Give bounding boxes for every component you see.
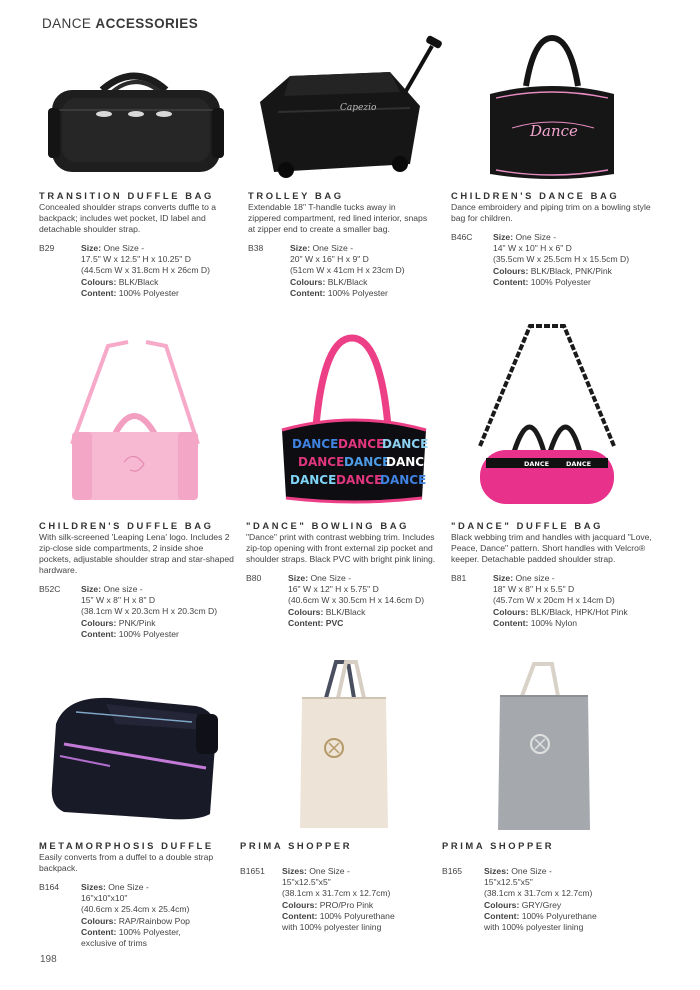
metamorphosis-duffle-image xyxy=(46,690,222,826)
colours-label: Colours: xyxy=(493,265,529,276)
product-description: Concealed shoulder straps converts duffle to a backpack; includes wet pocket, ID label and detachable shoulder strap. xyxy=(39,202,217,234)
content-value: 100% Nylon xyxy=(530,617,578,628)
content-extra: with 100% polyester lining xyxy=(484,922,584,933)
product-name: METAMORPHOSIS DUFFLE xyxy=(39,840,214,851)
dims-cm: (38.1cm W x 20.3cm H x 20.3cm D) xyxy=(81,606,218,617)
product-description: Dance embroidery and piping trim on a bowling style bag for children. xyxy=(451,202,651,223)
product-description: Extendable 18" T-handle tucks away in zippered compartment, red lined interior, snaps at zipper end to create a smaller bag. xyxy=(248,202,428,234)
content-label: Content: xyxy=(282,910,318,921)
dims-inches: 17.5" W x 12.5" H x 10.25" D xyxy=(81,254,191,265)
size-value: One Size - xyxy=(309,866,350,876)
print-text: DANCE xyxy=(386,455,433,469)
size-value: One size - xyxy=(103,584,143,594)
dims-inches: 16" W x 12" H x 5.75" D xyxy=(288,584,379,595)
product-childrens-duffle xyxy=(39,520,234,640)
product-code: B164 xyxy=(39,882,60,892)
header-title: ACCESSORIES xyxy=(95,16,199,31)
transition-duffle-bag-image xyxy=(44,56,226,180)
dance-bowling-bag-image xyxy=(274,334,434,506)
product-code: B52C xyxy=(39,584,61,594)
colours-label: Colours: xyxy=(288,606,324,617)
size-value: One size - xyxy=(515,573,555,583)
colours-value: GRY/Grey xyxy=(521,899,562,910)
dims-cm: (40.6cm x 25.4cm x 25.4cm) xyxy=(81,904,190,915)
dims-inches: 15"x12.5"x5" xyxy=(484,877,533,888)
header-prefix: DANCE xyxy=(42,16,92,31)
size-label: Size: xyxy=(81,243,102,253)
content-value: 100% Polyester, xyxy=(118,926,181,937)
product-dance-bowling-bag xyxy=(246,520,446,629)
print-text: DANCE xyxy=(524,460,550,468)
product-name: CHILDREN'S DUFFLE BAG xyxy=(39,520,214,531)
product-description: "Dance" print with contrast webbing trim. Includes zip-top opening with front external zip pocket and shoulder straps. Black PVC with bright pink lining. xyxy=(246,532,436,564)
size-label: Size: xyxy=(493,232,514,242)
print-text: DANCE xyxy=(290,473,337,487)
size-label: Size: xyxy=(290,243,311,253)
product-prima-shopper-grey xyxy=(442,840,642,933)
product-description: Black webbing trim and handles with jacquard "Love, Peace, Dance" pattern. Short handles with Velcro® keeper. Detachable padded shoulder strap. xyxy=(451,532,652,564)
size-value: One Size - xyxy=(312,243,354,253)
content-label: Content: xyxy=(288,617,324,628)
content-label: Content: xyxy=(81,287,117,298)
size-label: Size: xyxy=(493,573,514,583)
content-label: Content: xyxy=(484,910,520,921)
print-text: DANCE xyxy=(338,437,385,451)
colours-value: BLK/Black, PNK/Pink xyxy=(530,265,612,276)
dims-cm: (51cm W x 41cm H x 23cm D) xyxy=(290,265,405,276)
print-text: DANCE xyxy=(380,473,427,487)
colours-value: PNK/Pink xyxy=(118,617,156,628)
page-number: 198 xyxy=(40,954,57,965)
product-code: B38 xyxy=(248,243,264,253)
colours-value: BLK/Black xyxy=(325,606,366,617)
product-description: Easily converts from a duffel to a double strap backpack. xyxy=(39,852,214,873)
page-header xyxy=(42,16,198,31)
product-code: B1651 xyxy=(240,866,265,876)
product-name: PRIMA SHOPPER xyxy=(240,840,353,851)
dims-inches: 15"x12.5"x5" xyxy=(282,877,331,888)
product-childrens-dance-bag xyxy=(451,190,651,288)
content-extra: with 100% polyester lining xyxy=(282,922,382,933)
content-value: 100% Polyester xyxy=(118,287,179,298)
size-label: Size: xyxy=(288,573,309,583)
trolley-bag-image xyxy=(250,32,450,182)
dims-inches: 15" W x 8" H x 8" D xyxy=(81,595,156,606)
colours-label: Colours: xyxy=(81,617,117,628)
colours-label: Colours: xyxy=(282,899,318,910)
dims-inches: 18" W x 8" H x 5.5" D xyxy=(493,584,575,595)
content-extra: exclusive of trims xyxy=(81,938,147,949)
colours-label: Colours: xyxy=(493,606,529,617)
dims-cm: (40.6cm W x 30.5cm H x 14.6cm D) xyxy=(288,595,425,606)
content-label: Content: xyxy=(493,276,529,287)
product-dance-duffle-bag xyxy=(451,520,656,629)
childrens-dance-bag-image xyxy=(482,34,622,182)
product-name: PRIMA SHOPPER xyxy=(442,840,555,851)
dims-inches: 20" W x 16" H x 9" D xyxy=(290,254,369,265)
colours-value: BLK/Black, HPK/Hot Pink xyxy=(530,606,628,617)
colours-label: Colours: xyxy=(81,915,117,926)
print-text: DANCE xyxy=(336,473,383,487)
content-label: Content: xyxy=(81,628,117,639)
print-text: DANCE xyxy=(566,460,592,468)
prima-shopper-grey-image xyxy=(494,660,594,832)
product-name: TROLLEY BAG xyxy=(248,190,344,201)
prima-shopper-pink-image xyxy=(296,658,392,830)
product-trolley-bag xyxy=(248,190,428,299)
size-label: Sizes: xyxy=(484,866,509,876)
colours-label: Colours: xyxy=(484,899,520,910)
print-text: DANCE xyxy=(292,437,339,451)
size-value: One Size - xyxy=(108,882,149,892)
content-value: 100% Polyester xyxy=(530,276,591,287)
size-label: Sizes: xyxy=(81,882,106,892)
content-value: PVC xyxy=(325,617,344,628)
colours-value: BLK/Black xyxy=(327,276,368,287)
product-transition-duffle xyxy=(39,190,244,299)
product-prima-shopper-pink xyxy=(240,840,430,933)
content-label: Content: xyxy=(493,617,529,628)
svg-text:Capezio: Capezio xyxy=(340,103,377,113)
childrens-duffle-bag-image xyxy=(68,340,202,504)
product-name: "DANCE" BOWLING BAG xyxy=(246,520,409,531)
size-value: One Size - xyxy=(511,866,552,876)
content-value: 100% Polyester xyxy=(118,628,179,639)
product-code: B165 xyxy=(442,866,463,876)
print-text: DANCE xyxy=(344,455,391,469)
dims-inches: 16"x10"x10" xyxy=(81,893,128,904)
product-code: B81 xyxy=(451,573,467,583)
product-description: With silk-screened 'Leaping Lena' logo. Includes 2 zip-close side compartments, 2 inside shoe pockets, adjustable shoulder strap and star-shaped hardware. xyxy=(39,532,234,575)
colours-value: BLK/Black xyxy=(118,276,159,287)
dims-cm: (35.5cm W x 25.5cm H x 15.5cm D) xyxy=(493,254,630,265)
dance-duffle-bag-image xyxy=(474,322,620,508)
content-label: Content: xyxy=(290,287,326,298)
content-label: Content: xyxy=(81,926,117,937)
dims-cm: (44.5cm W x 31.8cm H x 26cm D) xyxy=(81,265,210,276)
dims-cm: (38.1cm x 31.7cm x 12.7cm) xyxy=(282,888,391,899)
product-code: B46C xyxy=(451,232,473,242)
print-text: DANCE xyxy=(382,437,429,451)
colours-label: Colours: xyxy=(290,276,326,287)
content-value: 100% Polyester xyxy=(327,287,388,298)
content-value: 100% Polyurethane xyxy=(319,910,395,921)
size-value: One Size - xyxy=(103,243,145,253)
colours-label: Colours: xyxy=(81,276,117,287)
embroidery-text: Dance xyxy=(530,122,578,140)
size-label: Sizes: xyxy=(282,866,307,876)
dims-cm: (38.1cm x 31.7cm x 12.7cm) xyxy=(484,888,593,899)
content-value: 100% Polyurethane xyxy=(521,910,597,921)
dims-cm: (45.7cm W x 20cm H x 14cm D) xyxy=(493,595,615,606)
colours-value: RAP/Rainbow Pop xyxy=(118,915,190,926)
size-value: One Size - xyxy=(310,573,352,583)
print-text: DANCE xyxy=(298,455,345,469)
product-code: B29 xyxy=(39,243,55,253)
size-value: One Size - xyxy=(515,232,557,242)
product-name: CHILDREN'S DANCE BAG xyxy=(451,190,620,201)
product-code: B80 xyxy=(246,573,262,583)
dims-inches: 14" W x 10" H x 6" D xyxy=(493,243,572,254)
colours-value: PRO/Pro Pink xyxy=(319,899,374,910)
product-name: TRANSITION DUFFLE BAG xyxy=(39,190,214,201)
product-name: "DANCE" DUFFLE BAG xyxy=(451,520,604,531)
size-label: Size: xyxy=(81,584,102,594)
product-metamorphosis-duffle xyxy=(39,840,229,949)
